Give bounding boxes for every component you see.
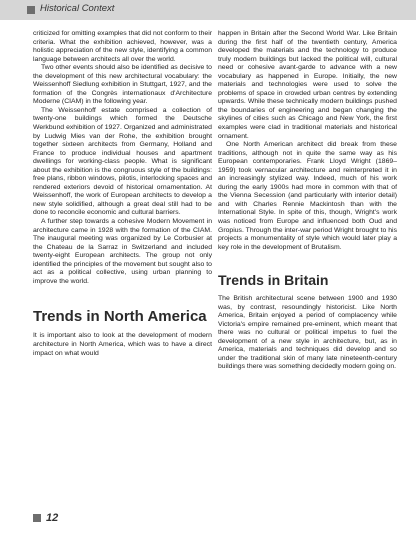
paragraph: A further step towards a cohesive Modern Movement in architecture came in 1928 with the formation of the CIAM. The inaugural meeting was organized by Le Corbusier at the Chateau de la Sarraz in Switzerland and included twenty-eight European architects. The group not only identified the principles of the movement but sought also to act as a political collective, using urban planning to improve the world. [33, 218, 212, 285]
paragraph: The Weissenhoff estate comprised a collection of twenty-one buildings which formed the Deutsche Werkbund exhibition of 1927. Organized and administrated by Ludwig Mies van der Rohe, the exhibition brought together sixteen architects from Germany, Holland and France to produce individual houses and apartment dwellings for working-class people. What is significant about the exhibition is the congruous style of the buildings: free plans, ribbon windows, pilotis, interlocking spaces and rendered exteriors devoid of historical ornamentation. At Weissenhoff, the work of European architects to develop a new style solidified, although a great deal still had to be done to reconcile economic and cultural barriers. [33, 106, 212, 217]
running-header [0, 0, 416, 20]
page-number: 12 [46, 512, 59, 524]
header-square-marker [27, 6, 35, 14]
paragraph: happen in Britain after the Second World War. Like Britain during the first half of the twentieth century, America developed the materials and the technology to produce truly modern buildings but lacked the political will, cultural need or cohesive avant-garde to advance with a new vocabulary as happened in Europe. Initially, the new materials and technologies were used to solve the problems of space in crowded urban centres by extending upwards. While these technically modern buildings pushed the boundaries of engineering and began changing the skylines of cities such as Chicago and New York, the first examples were clad in traditional materials and historical ornament. [218, 30, 397, 140]
page-footer [33, 511, 58, 525]
paragraph: criticized for omitting examples that did not conform to their criteria. What the exhibition achieved, however, was a holistic appreciation of the new style, identifying a common language between architects all over the world. [33, 30, 212, 63]
heading-trends-britain: Trends in Britain [218, 272, 329, 289]
paragraph: Two other events should also be identified as decisive to the development of this new architectural vocabulary: the Weissenhoff Siedlung exhibition in Stuttgart, 1927, and the formation of the Congrès internationaux d'Architecture Moderne (CIAM) in the following year. [33, 64, 212, 106]
paragraph: The British architectural scene between 1900 and 1930 was, by contrast, resoundingly historicist. Like North America, Britain enjoyed a period of complacency while Victoria's empire remained pre-eminent, which meant that there was no cultural or political impetus to fuel the development of a new style in architecture, but, as in America, materials and techniques did develop and so under the traditional skin of many late nineteenth-century buildings there was something decidedly modern going on. [218, 295, 397, 371]
paragraph: One North American architect did break from these traditions, although not in quite the same way as his European contemporaries. Frank Lloyd Wright (1869–1959) took vernacular architecture and reinterpreted it in an increasingly stylized way. Indeed, much of his work during the early 1900s had more in common with that of the Vienna Secession (and particularly with interior detail) and with Charles Rennie Mackintosh than with the International Style. In spite of this, though, Wright's work was noticed from Europe and influenced both Oud and Gropius. Through the inter-war period Wright brought to his projects a monumentality of style which would later play a key role in the development of Brutalism. [218, 141, 397, 251]
footer-square-marker [33, 514, 41, 522]
heading-trends-north-america: Trends in North America [33, 308, 207, 326]
paragraph: It is important also to look at the development of modern architecture in North America, which was to have a direct impact on what would [33, 332, 212, 357]
right-column [218, 30, 397, 372]
left-column [33, 30, 212, 358]
section-title: Historical Context [40, 3, 115, 14]
